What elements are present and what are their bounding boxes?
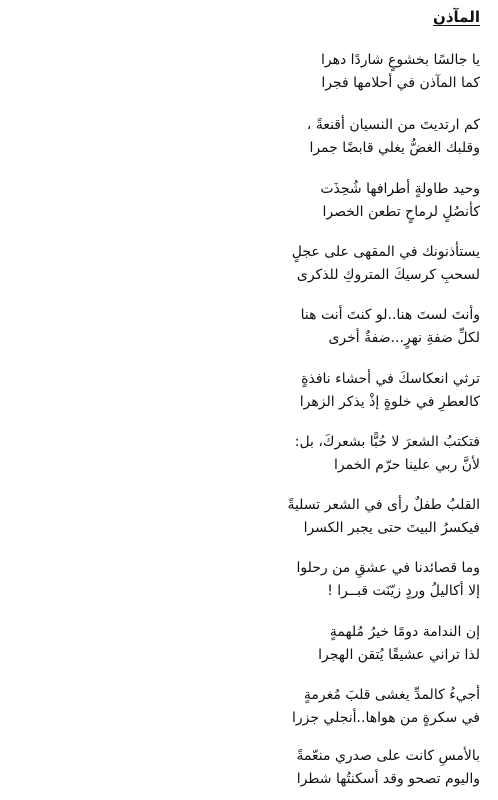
poem-stanza — [180, 621, 480, 667]
poem-stanza — [180, 557, 480, 603]
poem-line: كأنصُلٍ لرماحٍ تطعن الخصرا — [322, 204, 480, 220]
poem-line: لذا تراني عشيقًا يُتقن الهجرا — [318, 647, 480, 663]
poem-line: كما المآذن في أحلامها فجرا — [321, 75, 480, 91]
poem-line: وحيد طاولةٍ أطرافها شُحِذَت — [320, 181, 480, 197]
poem-stanza — [180, 49, 480, 95]
poem-stanza — [180, 178, 480, 224]
poem-line: واليوم تصحو وقد أسكنتُها شطرا — [296, 771, 480, 787]
poem-line: وقلبك الغضُّ يغلي قابضًا جمرا — [309, 140, 480, 156]
poem-line: القلبُ طفلٌ رأى في الشعر تسليةً — [287, 497, 480, 513]
poem-stanza — [180, 368, 480, 414]
poem-line: يستأذنونك في المقهى على عجلٍ — [291, 244, 480, 260]
poem-stanza — [180, 745, 480, 791]
poem-stanza — [180, 241, 480, 287]
poem-line: لأنَّ ربي علينا حرّم الخمرا — [333, 457, 480, 473]
poem-line: فتكتبُ الشعرَ لا حُبًّا بشعركَ، بل: — [294, 434, 480, 450]
poem-line: بالأمسِ كانت على صدري منعّمةً — [296, 748, 480, 764]
poem-line: وما قصائدنا في عشقِ من رحلوا — [296, 560, 480, 576]
poem-line: كالعطرِ في خلوةٍ إذْ يذكر الزهرا — [299, 394, 480, 410]
poem-line: فيكسرُ البيتَ حتى يجبر الكسرا — [303, 520, 480, 536]
poem-line: لكلِّ ضفةِ نهرٍ...ضفةٌ أخرى — [328, 330, 480, 346]
poem-line: كم ارتديتَ من النسيان أقنعةً ، — [306, 117, 480, 133]
poem-stanza — [180, 494, 480, 540]
poem-line: يا جالسًا بخشوعٍ شاردًا دهرا — [320, 52, 480, 68]
poem-line: لسحبِ كرسيكَ المتروكِ للذكرى — [296, 267, 480, 283]
poem-title: المآذن — [433, 8, 480, 26]
poem-stanza — [180, 431, 480, 477]
poem-stanza — [180, 114, 480, 160]
poem-line: في سكرةٍ من هواها..أنجلي جزرا — [291, 710, 480, 726]
poem-line: إلا أكاليلُ وردٍ زيّنَت قبــرا ! — [327, 583, 480, 599]
poem-line: إن الندامة دومًا خيرُ مُلهمةٍ — [329, 624, 480, 640]
poem-line: أجيءُ كالمدِّ يغشى قلبَ مُغرمةٍ — [303, 687, 480, 703]
poem-stanza — [180, 684, 480, 730]
poem-line: وأنتَ لستَ هنا..لو كنتَ أنت هنا — [300, 307, 480, 323]
poem-line: ترثي انعكاسكَ في أحشاء نافذةٍ — [301, 371, 480, 387]
poem-stanza — [180, 304, 480, 350]
